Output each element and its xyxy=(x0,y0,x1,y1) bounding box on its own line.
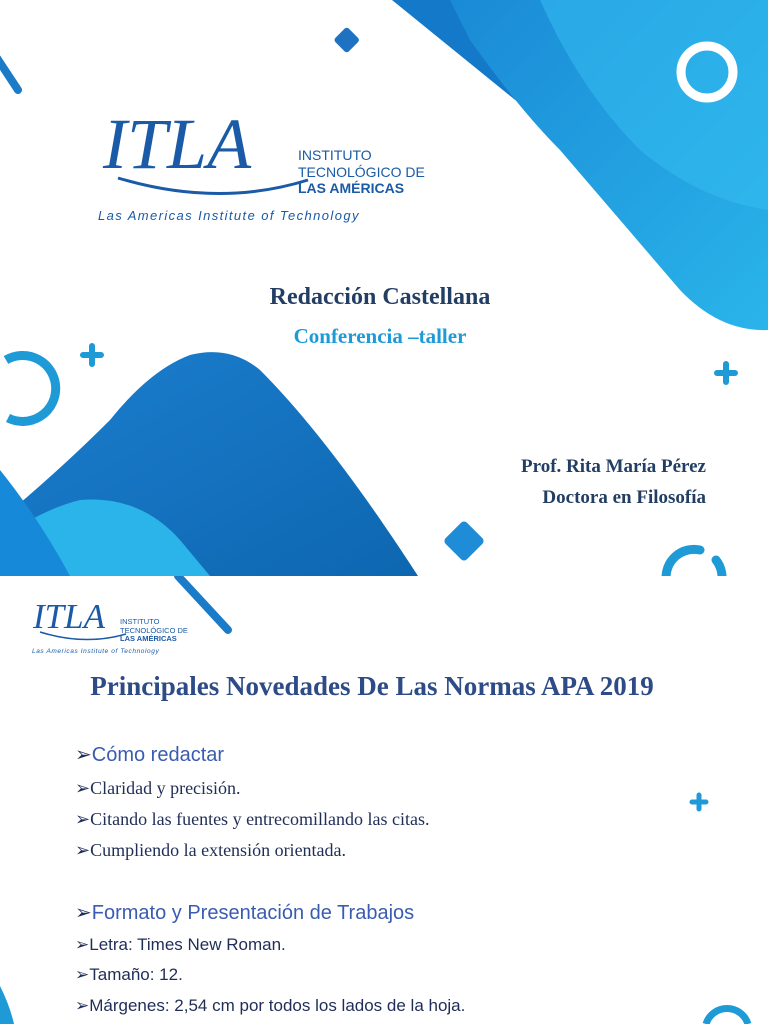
slide-title: Redacción Castellana xyxy=(269,284,491,310)
list-item: ➢Tamaño: 12. xyxy=(75,965,183,984)
ring-icon xyxy=(666,549,722,576)
slide-title: Principales Novedades De Las Normas APA 2019 xyxy=(90,671,654,701)
logo-wordmark: ITLA xyxy=(33,597,105,636)
bullet-arrow-icon: ➢ xyxy=(75,744,92,766)
logo-tagline: Las Americas Institute of Technology xyxy=(32,648,160,655)
author-block xyxy=(521,451,706,513)
logo-line-2: TECNOLÓGICO DE xyxy=(298,164,425,180)
logo-line-3: LAS AMÉRICAS xyxy=(120,634,177,643)
plus-icon xyxy=(692,795,706,809)
bullet-arrow-icon: ➢ xyxy=(75,902,92,924)
list-item: ➢Cumpliendo la extensión orientada. xyxy=(75,840,347,860)
author-title: Doctora en Filosofía xyxy=(542,487,706,508)
bullet-arrow-icon: ➢ xyxy=(75,809,91,829)
top-left-line xyxy=(0,55,18,90)
section-heading: ➢Cómo redactar xyxy=(75,744,225,766)
bullet-arrow-icon: ➢ xyxy=(75,778,91,798)
logo-tagline: Las Americas Institute of Technology xyxy=(98,208,360,223)
left-edge-shape xyxy=(0,986,14,1024)
logo-line-2: TECNOLÓGICO DE xyxy=(120,626,188,635)
logo-line-1: INSTITUTO xyxy=(120,617,160,626)
list-item: ➢Letra: Times New Roman. xyxy=(75,935,286,954)
diamond-icon xyxy=(333,27,360,54)
bullet-arrow-icon: ➢ xyxy=(75,840,91,860)
list-item: ➢Márgenes: 2,54 cm por todos los lados de la hoja. xyxy=(75,996,466,1015)
bullet-arrow-icon: ➢ xyxy=(75,935,90,954)
plus-icon xyxy=(717,364,735,382)
bullet-arrow-icon: ➢ xyxy=(75,965,90,984)
slide-subtitle: Conferencia –taller xyxy=(293,324,467,348)
bottom-right-ring-icon xyxy=(706,1009,748,1024)
ring-icon xyxy=(6,355,56,421)
logo-line-3: LAS AMÉRICAS xyxy=(298,180,405,196)
bullet-arrow-icon: ➢ xyxy=(75,996,90,1015)
content-slide xyxy=(0,576,768,1024)
logo-wordmark: ITLA xyxy=(103,104,252,184)
itla-logo xyxy=(30,594,190,656)
logo-line-1: INSTITUTO xyxy=(298,147,372,163)
itla-logo xyxy=(98,100,443,225)
list-item: ➢Citando las fuentes y entrecomillando las citas. xyxy=(75,809,430,829)
author-name: Prof. Rita María Pérez xyxy=(521,456,706,477)
diamond-icon xyxy=(443,520,485,562)
section-heading: ➢Formato y Presentación de Trabajos xyxy=(75,902,415,924)
list-item: ➢Claridad y precisión. xyxy=(75,778,241,798)
